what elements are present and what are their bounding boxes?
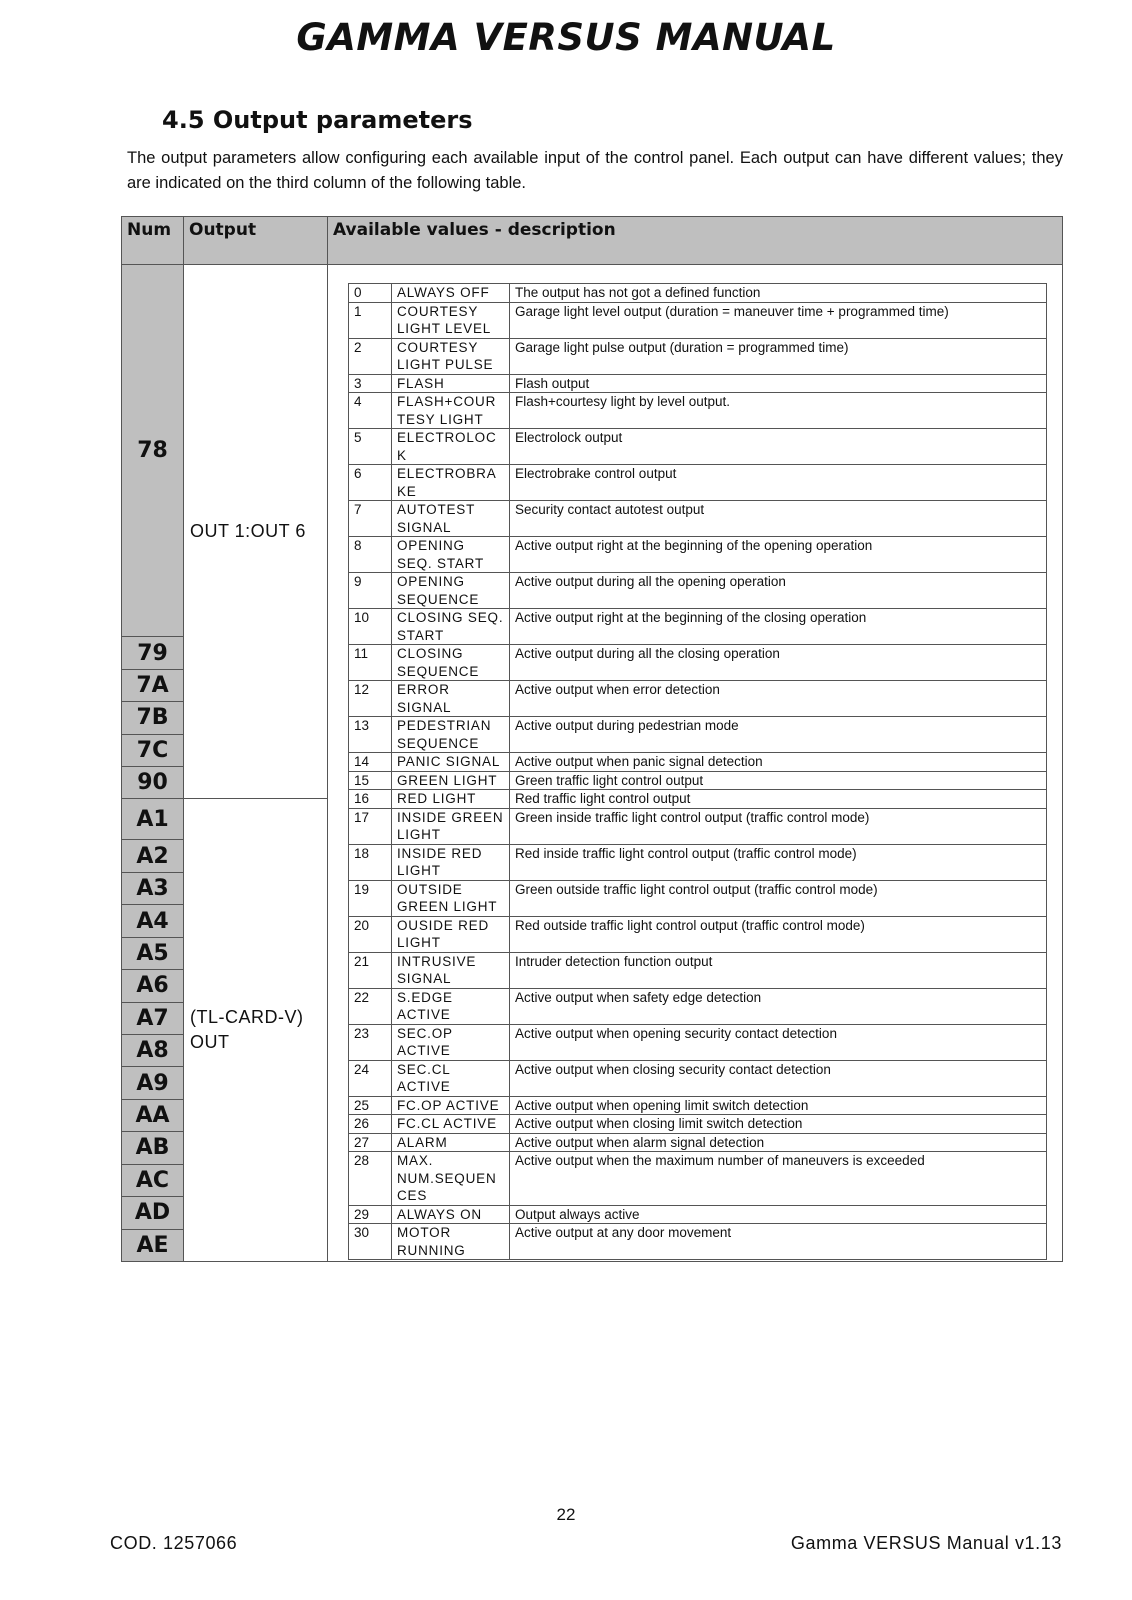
value-name: CLOSING SEQUENCE [392,645,510,681]
value-name: ELECTROBRA KE [392,465,510,501]
value-description: Green traffic light control output [510,771,1047,790]
value-number: 4 [349,393,392,429]
value-description: Active output during pedestrian mode [510,717,1047,753]
value-number: 10 [349,609,392,645]
value-row [349,645,1047,681]
value-row [349,338,1047,374]
value-name: SEC.OP ACTIVE [392,1024,510,1060]
manual-version: Gamma VERSUS Manual v1.13 [790,1533,1062,1553]
value-number: 11 [349,645,392,681]
document-title: GAMMA VERSUS MANUAL [296,16,836,59]
header-values: Available values - description [328,217,1063,265]
value-row [349,681,1047,717]
value-row [349,1224,1047,1260]
value-row [349,916,1047,952]
param-num: 7A [122,669,184,701]
value-name: INSIDE RED LIGHT [392,844,510,880]
value-description: Flash+courtesy light by level output. [510,393,1047,429]
value-name: ELECTROLOC K [392,429,510,465]
value-name: COURTESY LIGHT PULSE [392,338,510,374]
value-row [349,880,1047,916]
value-row [349,429,1047,465]
intro-paragraph: The output parameters allow configuring each available input of the control panel. Each output can have different values; they are indicated on the third column of the following table. [127,149,1063,192]
value-row [349,1152,1047,1206]
value-number: 9 [349,573,392,609]
value-description: Green outside traffic light control output (traffic control mode) [510,880,1047,916]
output-parameters-table [121,216,1063,1262]
param-num: A7 [122,1002,184,1034]
available-values-cell [328,265,1063,1262]
value-number: 12 [349,681,392,717]
value-description: Garage light level output (duration = maneuver time + programmed time) [510,302,1047,338]
param-num: A1 [122,799,184,840]
value-row [349,753,1047,772]
value-number: 15 [349,771,392,790]
value-name: INSIDE GREEN LIGHT [392,808,510,844]
value-name: CLOSING SEQ. START [392,609,510,645]
value-name: ALWAYS ON [392,1205,510,1224]
value-number: 24 [349,1060,392,1096]
param-num: A2 [122,840,184,872]
param-num: 79 [122,637,184,669]
value-row [349,284,1047,303]
value-row [349,790,1047,809]
value-description: Red outside traffic light control output (traffic control mode) [510,916,1047,952]
table-row [122,265,1063,637]
table-header-row [122,217,1063,265]
value-number: 18 [349,844,392,880]
value-name: S.EDGE ACTIVE [392,988,510,1024]
value-name: OUSIDE RED LIGHT [392,916,510,952]
value-row [349,374,1047,393]
value-row [349,1060,1047,1096]
value-description: Active output right at the beginning of the closing operation [510,609,1047,645]
param-num: 7C [122,734,184,766]
value-number: 29 [349,1205,392,1224]
value-number: 7 [349,501,392,537]
value-row [349,609,1047,645]
value-description: Garage light pulse output (duration = programmed time) [510,338,1047,374]
value-name: OUTSIDE GREEN LIGHT [392,880,510,916]
value-row [349,537,1047,573]
value-number: 2 [349,338,392,374]
value-number: 13 [349,717,392,753]
value-description: Intruder detection function output [510,952,1047,988]
value-number: 16 [349,790,392,809]
value-name: COURTESY LIGHT LEVEL [392,302,510,338]
value-name: PEDESTRIAN SEQUENCE [392,717,510,753]
param-num: AB [122,1132,184,1164]
header-num: Num [122,217,184,265]
value-row [349,465,1047,501]
value-number: 6 [349,465,392,501]
value-name: OPENING SEQUENCE [392,573,510,609]
value-row [349,1096,1047,1115]
value-number: 14 [349,753,392,772]
param-num: A5 [122,937,184,969]
value-name: PANIC SIGNAL [392,753,510,772]
value-description: Flash output [510,374,1047,393]
value-name: ALARM [392,1133,510,1152]
value-number: 5 [349,429,392,465]
values-table [348,283,1047,1260]
output-name: (TL-CARD-V) OUT [184,799,328,1262]
param-num: AC [122,1164,184,1196]
value-number: 19 [349,880,392,916]
param-num: A3 [122,872,184,904]
param-num: A4 [122,905,184,937]
value-description: Red inside traffic light control output (traffic control mode) [510,844,1047,880]
value-row [349,393,1047,429]
value-description: Active output right at the beginning of the opening operation [510,537,1047,573]
value-description: The output has not got a defined function [510,284,1047,303]
value-description: Output always active [510,1205,1047,1224]
value-description: Security contact autotest output [510,501,1047,537]
value-name: FC.CL ACTIVE [392,1115,510,1134]
param-num: 78 [122,265,184,637]
value-number: 0 [349,284,392,303]
value-description: Green inside traffic light control output (traffic control mode) [510,808,1047,844]
value-number: 30 [349,1224,392,1260]
value-description: Electrolock output [510,429,1047,465]
value-name: GREEN LIGHT [392,771,510,790]
value-number: 27 [349,1133,392,1152]
value-number: 20 [349,916,392,952]
value-number: 1 [349,302,392,338]
value-number: 21 [349,952,392,988]
param-num: AE [122,1229,184,1261]
value-number: 8 [349,537,392,573]
value-description: Active output when the maximum number of maneuvers is exceeded [510,1152,1047,1206]
value-description: Active output when closing limit switch detection [510,1115,1047,1134]
value-description: Electrobrake control output [510,465,1047,501]
value-name: FC.OP ACTIVE [392,1096,510,1115]
document-code: COD. 1257066 [110,1533,238,1553]
value-row [349,771,1047,790]
value-description: Active output during all the closing operation [510,645,1047,681]
value-number: 28 [349,1152,392,1206]
value-description: Active output when error detection [510,681,1047,717]
value-number: 22 [349,988,392,1024]
value-description: Active output when panic signal detection [510,753,1047,772]
value-row [349,501,1047,537]
value-name: MAX. NUM.SEQUEN CES [392,1152,510,1206]
page-number: 22 [556,1505,576,1524]
value-name: FLASH [392,374,510,393]
value-row [349,988,1047,1024]
value-name: AUTOTEST SIGNAL [392,501,510,537]
value-name: ERROR SIGNAL [392,681,510,717]
param-num: AA [122,1099,184,1131]
value-row [349,1115,1047,1134]
value-description: Red traffic light control output [510,790,1047,809]
value-row [349,1205,1047,1224]
value-row [349,717,1047,753]
value-row [349,1133,1047,1152]
value-row [349,952,1047,988]
value-number: 17 [349,808,392,844]
value-description: Active output when opening security contact detection [510,1024,1047,1060]
value-row [349,844,1047,880]
value-row [349,302,1047,338]
value-description: Active output when safety edge detection [510,988,1047,1024]
value-description: Active output during all the opening operation [510,573,1047,609]
param-num: 90 [122,767,184,799]
value-number: 25 [349,1096,392,1115]
value-number: 3 [349,374,392,393]
value-description: Active output when closing security contact detection [510,1060,1047,1096]
value-row [349,573,1047,609]
value-name: FLASH+COUR TESY LIGHT [392,393,510,429]
header-output: Output [184,217,328,265]
value-row [349,808,1047,844]
value-name: ALWAYS OFF [392,284,510,303]
value-name: RED LIGHT [392,790,510,809]
value-number: 23 [349,1024,392,1060]
value-name: INTRUSIVE SIGNAL [392,952,510,988]
section-heading: 4.5 Output parameters [162,106,473,134]
value-row [349,1024,1047,1060]
output-name: OUT 1:OUT 6 [184,265,328,799]
value-name: SEC.CL ACTIVE [392,1060,510,1096]
param-num: AD [122,1197,184,1229]
value-name: MOTOR RUNNING [392,1224,510,1260]
value-description: Active output when opening limit switch detection [510,1096,1047,1115]
param-num: 7B [122,702,184,734]
value-description: Active output when alarm signal detection [510,1133,1047,1152]
param-num: A9 [122,1067,184,1099]
param-num: A6 [122,970,184,1002]
param-num: A8 [122,1035,184,1067]
value-description: Active output at any door movement [510,1224,1047,1260]
value-name: OPENING SEQ. START [392,537,510,573]
value-number: 26 [349,1115,392,1134]
